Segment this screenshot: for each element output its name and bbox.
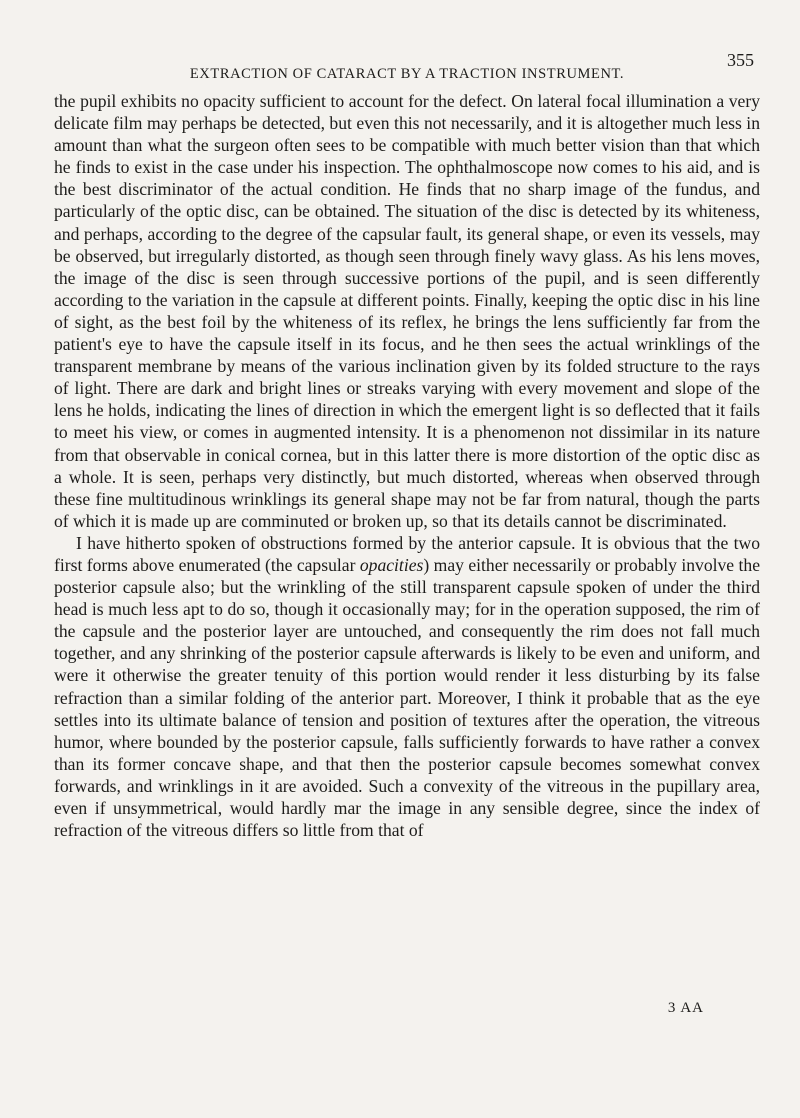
body-text — [54, 90, 760, 841]
paragraph-2-part-2: ) may either necessarily or probably involve the posterior capsule also; but the wrinkling of the still transparent capsule spoken of under the third head is much less apt to do so, though it occasionally may; for in the operation supposed, the rim of the capsule and the posterior layer are untouched, and consequently the rim does not fall much together, and any shrinking of the posterior capsule afterwards is likely to be even and uniform, and were it otherwise the greater tenuity of this portion would render it less disturbing by its false refraction than a similar folding of the anterior part. Moreover, I think it probable that as the eye settles into its ultimate balance of tension and position of textures after the operation, the vitreous humor, where bounded by the posterior capsule, falls sufficiently forwards to have rather a convex than its former concave shape, and that then the posterior capsule becomes somewhat convex forwards, and wrinklings in it are avoided. Such a convexity of the vitreous in the pupillary area, even if unsymmetrical, would hardly mar the image in any sensible degree, since the index of refraction of the vitreous differs so little from that of — [54, 554, 761, 841]
paragraph-2-italic-term: opacities — [359, 554, 424, 575]
page-number: 355 — [727, 50, 754, 70]
paragraph-2 — [54, 532, 760, 841]
paragraph-1: the pupil exhibits no opacity sufficient to account for the defect. On lateral focal illumination a very delicate film may perhaps be detected, but even this not necessarily, and it is altogether much less in amount than what the surgeon often sees to be compatible with much better vision than that which he finds to exist in the case under his inspection. The ophthalmoscope now comes to his aid, and is the best discriminator of the actual condition. He finds that no sharp image of the fundus, and particularly of the optic disc, can be obtained. The situation of the disc is detected by its whiteness, and perhaps, according to the degree of the capsular fault, its general shape, or even its vessels, may be observed, but irregularly distorted, as though seen through finely wavy glass. As his lens moves, the image of the disc is seen through successive portions of the pupil, and is seen differently according to the variation in the capsule at different points. Finally, keeping the optic disc in his line of sight, as the best foil by the whiteness of its reflex, he brings the lens sufficiently far from the patient's eye to have the capsule itself in its focus, and he then sees the actual wrinklings of the transparent membrane by means of the various inclination given by its folded structure to the rays of light. There are dark and bright lines or streaks varying with every movement and slope of the lens he holds, indicating the lines of direction in which the emergent light is so deflected that it fails to meet his view, or comes in augmented intensity. It is a phenomenon not dissimilar in its nature from that observable in conical cornea, but in this latter there is more distortion of the optic disc as a whole. It is seen, perhaps very distinctly, but much distorted, whereas when observed through these fine multitudinous wrinklings its general shape may not be far from natural, though the parts of which it is made up are comminuted or broken up, so that its details cannot be discriminated. — [54, 91, 760, 531]
running-title: EXTRACTION OF CATARACT BY A TRACTION INSTRUMENT. — [189, 66, 625, 82]
signature-mark: 3 AA — [667, 1000, 704, 1016]
running-head — [54, 50, 760, 90]
paragraph-2-part-1: I have hitherto spoken of obstructions formed by the anterior capsule. It is obvious that the two first forms above enumerated (the capsular — [54, 532, 760, 575]
